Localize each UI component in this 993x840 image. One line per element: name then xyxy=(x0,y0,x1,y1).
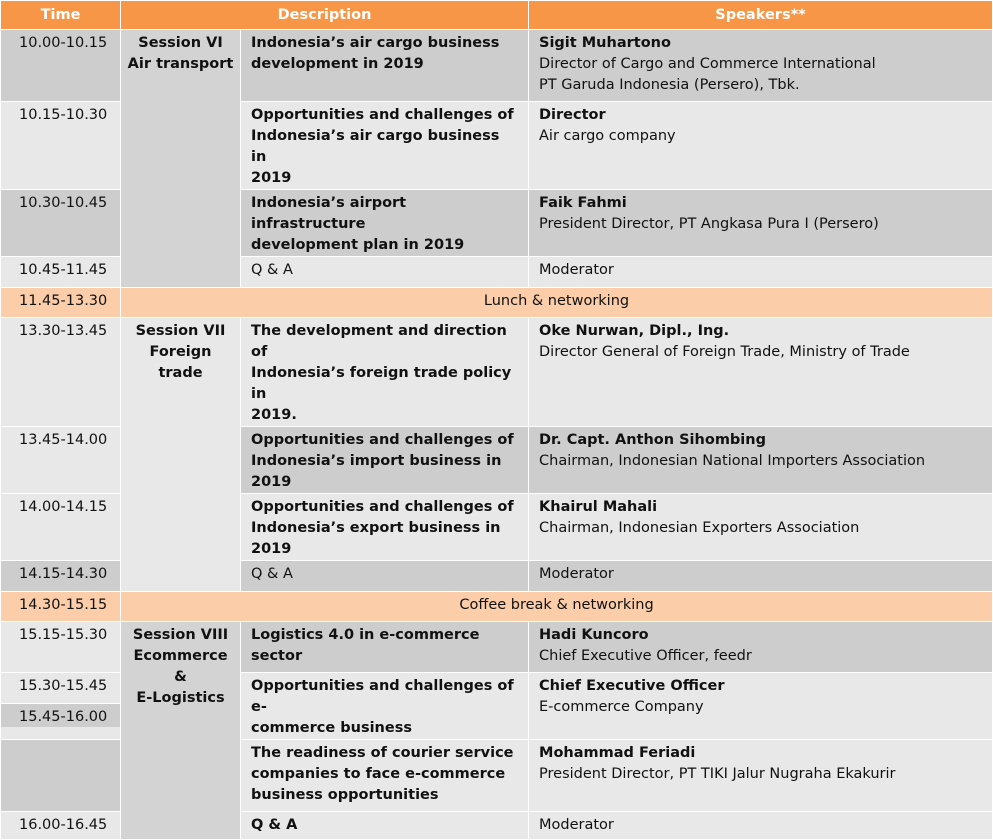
speaker-cell xyxy=(529,30,993,102)
description-cell xyxy=(241,622,529,673)
description-line: Logistics 4.0 in e-commerce sector xyxy=(251,627,480,664)
speaker-cell xyxy=(529,561,993,592)
speaker-title: Chief Executive Officer, feedr xyxy=(539,648,752,664)
description-cell xyxy=(241,812,529,840)
speaker-cell xyxy=(529,494,993,561)
time-cell: 10.30-10.45 xyxy=(1,190,121,257)
speaker-title: Moderator xyxy=(539,817,614,833)
speaker-title: Moderator xyxy=(539,566,614,582)
description-line: Opportunities and challenges of e- xyxy=(251,678,514,715)
speaker-cell xyxy=(529,427,993,494)
description-cell xyxy=(241,257,529,288)
description-line: development plan in 2019 xyxy=(251,237,465,253)
description-cell xyxy=(241,494,529,561)
description-cell xyxy=(241,740,529,812)
speaker-name: Khairul Mahali xyxy=(539,499,658,515)
description-line: Opportunities and challenges of xyxy=(251,432,514,448)
description-line: Indonesia’s air cargo business in xyxy=(251,128,500,165)
table-row xyxy=(1,30,993,102)
header-description: Description xyxy=(121,1,529,30)
description-line: The development and direction of xyxy=(251,323,507,360)
description-line: The readiness of courier service xyxy=(251,745,514,761)
speaker-name: Oke Nurwan, Dipl., Ing. xyxy=(539,323,730,339)
speaker-title: Chairman, Indonesian National Importers Association xyxy=(539,453,926,469)
break-label: Lunch & networking xyxy=(121,288,993,318)
time-cell: 14.15-14.30 xyxy=(1,561,121,592)
session-title: Session VIII xyxy=(132,627,229,643)
description-cell xyxy=(241,30,529,102)
description-line: Indonesia’s airport infrastructure xyxy=(251,195,407,232)
description-line: Opportunities and challenges of xyxy=(251,499,514,515)
break-row-lunch xyxy=(1,288,993,318)
speaker-cell xyxy=(529,257,993,288)
session-cell-viii xyxy=(121,622,241,840)
description-cell xyxy=(241,318,529,427)
description-line: companies to face e-commerce xyxy=(251,766,506,782)
header-time: Time xyxy=(1,1,121,30)
description-line: Indonesia’s foreign trade policy in xyxy=(251,365,512,402)
description-line: Q & A xyxy=(251,262,293,278)
speaker-title: Director General of Foreign Trade, Ministry of Trade xyxy=(539,344,910,360)
session-title: Session VI xyxy=(138,35,223,51)
time-cell: 10.00-10.15 xyxy=(1,30,121,102)
session-cell-vii xyxy=(121,318,241,592)
time-cell: 11.45-13.30 xyxy=(1,288,121,318)
description-line: Indonesia’s import business in 2019 xyxy=(251,453,502,490)
session-title: Session VII xyxy=(135,323,226,339)
speaker-title: Moderator xyxy=(539,262,614,278)
speaker-title: Chairman, Indonesian Exporters Association xyxy=(539,520,860,536)
table-row xyxy=(1,318,993,427)
speaker-title: President Director, PT Angkasa Pura I (Persero) xyxy=(539,216,879,232)
speaker-cell xyxy=(529,812,993,840)
description-line: Indonesia’s air cargo business xyxy=(251,35,500,51)
time-cell: 16.00-16.45 xyxy=(1,812,121,840)
time-cell: 10.15-10.30 xyxy=(1,102,121,190)
break-label: Coffee break & networking xyxy=(121,592,993,622)
break-row-coffee xyxy=(1,592,993,622)
description-line: Q & A xyxy=(251,566,293,582)
description-cell xyxy=(241,190,529,257)
description-line: Indonesia’s export business in 2019 xyxy=(251,520,501,557)
speaker-name: Mohammad Feriadi xyxy=(539,745,696,761)
header-row xyxy=(1,1,993,30)
session-cell-vi xyxy=(121,30,241,288)
time-value: 15.45-16.00 xyxy=(1,704,120,727)
table-row xyxy=(1,622,993,673)
speaker-name: Sigit Muhartono xyxy=(539,35,671,51)
time-cell: 15.15-15.30 xyxy=(1,622,121,673)
description-line: development in 2019 xyxy=(251,56,424,72)
speaker-title: E-commerce Company xyxy=(539,699,704,715)
speaker-title: PT Garuda Indonesia (Persero), Tbk. xyxy=(539,77,800,93)
speaker-cell xyxy=(529,102,993,190)
time-cell xyxy=(1,673,121,740)
session-subtitle: E-Logistics xyxy=(136,690,225,706)
description-line: Opportunities and challenges of xyxy=(251,107,514,123)
speaker-cell xyxy=(529,622,993,673)
time-cell: 14.30-15.15 xyxy=(1,592,121,622)
speaker-name: Faik Fahmi xyxy=(539,195,627,211)
description-cell xyxy=(241,102,529,190)
time-value: 15.30-15.45 xyxy=(1,673,120,704)
speaker-cell xyxy=(529,673,993,740)
speaker-title: Director of Cargo and Commerce International xyxy=(539,56,876,72)
description-cell xyxy=(241,427,529,494)
speaker-name: Chief Executive Officer xyxy=(539,678,725,694)
speaker-cell xyxy=(529,318,993,427)
speaker-name: Hadi Kuncoro xyxy=(539,627,649,643)
speaker-title: Air cargo company xyxy=(539,128,676,144)
session-subtitle: Foreign trade xyxy=(149,344,212,381)
time-cell: 10.45-11.45 xyxy=(1,257,121,288)
speaker-title: President Director, PT TIKI Jalur Nugraha Ekakurir xyxy=(539,766,896,782)
speaker-cell xyxy=(529,740,993,812)
description-line: 2019. xyxy=(251,407,297,423)
header-speakers: Speakers** xyxy=(529,1,993,30)
time-cell xyxy=(1,740,121,812)
speaker-cell xyxy=(529,190,993,257)
session-subtitle: Ecommerce & xyxy=(133,648,228,685)
speaker-name: Director xyxy=(539,107,606,123)
speaker-name: Dr. Capt. Anthon Sihombing xyxy=(539,432,766,448)
time-cell: 13.30-13.45 xyxy=(1,318,121,427)
description-line: business opportunities xyxy=(251,787,439,803)
description-cell xyxy=(241,673,529,740)
time-cell: 13.45-14.00 xyxy=(1,427,121,494)
session-subtitle: Air transport xyxy=(127,56,234,72)
description-line: 2019 xyxy=(251,170,292,186)
description-line: commerce business xyxy=(251,720,412,736)
time-cell: 14.00-14.15 xyxy=(1,494,121,561)
description-cell xyxy=(241,561,529,592)
description-line: Q & A xyxy=(251,817,298,833)
